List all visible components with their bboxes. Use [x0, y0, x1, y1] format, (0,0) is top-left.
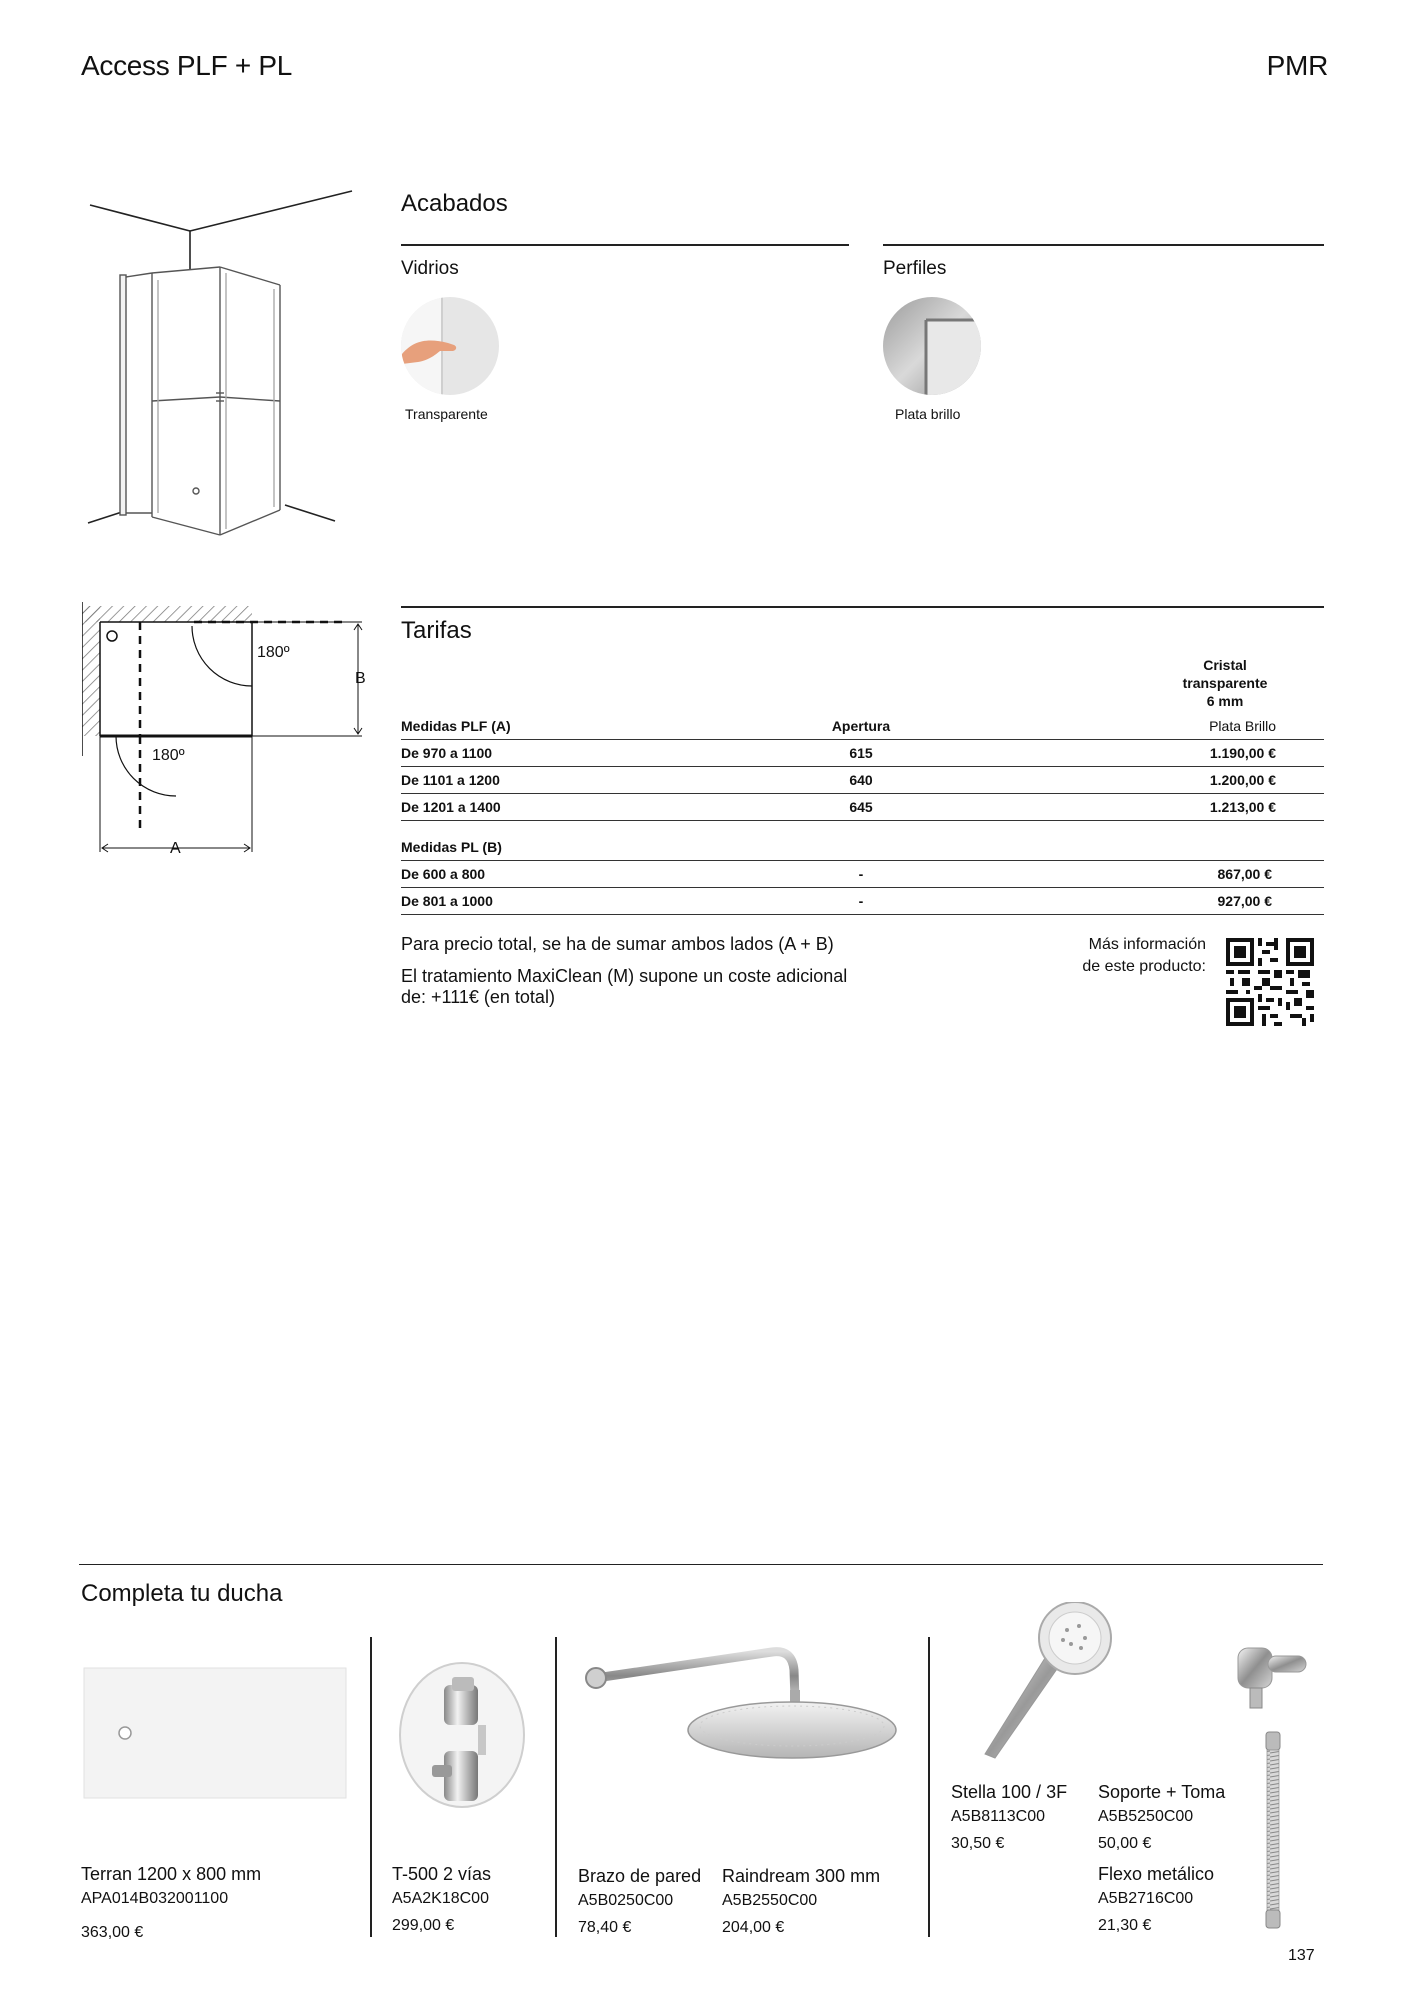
maxiclean-note: El tratamiento MaxiClean (M) supone un coste adicional de: +111€ (en total) [401, 966, 848, 1007]
row-price: 1.190,00 € [1209, 745, 1276, 761]
angle-bottom-label: 180º [152, 747, 185, 764]
metal-hose-image[interactable] [1258, 1730, 1288, 1930]
row-opening: - [858, 893, 864, 909]
rates-header-pl [401, 833, 1324, 861]
floor-plan-diagram [82, 602, 372, 864]
rates-column-group [1160, 656, 1290, 710]
row-opening: 645 [849, 799, 873, 815]
more-info-line-1: Más información [1088, 936, 1206, 953]
dimension-a-label: A [170, 840, 181, 857]
product-name: Stella 100 / 3F [951, 1782, 1068, 1802]
product-price: 30,50 € [951, 1835, 1005, 1852]
total-price-note: Para precio total, se ha de sumar ambos lados (A + B) [401, 934, 834, 954]
row-price: 927,00 € [1217, 893, 1272, 909]
product-separator [928, 1637, 930, 1937]
header-apertura: Apertura [831, 718, 891, 734]
product-separator [370, 1637, 372, 1937]
row-size: De 1201 a 1400 [401, 799, 501, 815]
row-size: De 801 a 1000 [401, 893, 493, 909]
dimension-b-label: B [355, 670, 366, 687]
product-separator [555, 1637, 557, 1937]
table-row [401, 860, 1324, 888]
product-code: A5B5250C00 [1098, 1808, 1194, 1825]
product-name: Raindream 300 mm [722, 1866, 881, 1886]
transparent-glass-swatch[interactable] [400, 296, 500, 396]
rates-header-plf [401, 712, 1324, 740]
glass-option-label: Transparente [405, 406, 488, 422]
header-medidas-pl: Medidas PL (B) [401, 839, 502, 855]
table-row [401, 739, 1324, 767]
more-info-line-2: de este producto: [1082, 958, 1206, 975]
glass-label: Vidrios [401, 258, 459, 279]
profile-option-label: Plata brillo [895, 406, 961, 422]
silver-profile-swatch[interactable] [882, 296, 982, 396]
complete-title: Completa tu ducha [81, 1580, 283, 1607]
angle-top-label: 180º [257, 644, 290, 661]
table-row [401, 887, 1324, 915]
row-price: 867,00 € [1217, 866, 1272, 882]
rates-divider [401, 606, 1324, 608]
product-name: Soporte + Toma [1098, 1782, 1226, 1802]
product-code: A5B8113C00 [951, 1808, 1045, 1825]
more-info-text [1040, 934, 1206, 978]
product-code: A5B0250C00 [578, 1892, 674, 1909]
wall-arm-raindream-image[interactable] [582, 1640, 922, 1770]
product-code: A5B2716C00 [1098, 1890, 1194, 1907]
row-size: De 1101 a 1200 [401, 772, 500, 788]
product-price: 299,00 € [392, 1917, 455, 1934]
table-row [401, 793, 1324, 821]
column-group-line-2: 6 mm [1206, 693, 1244, 709]
floor-plan-lines [82, 602, 372, 864]
finishes-divider-left [401, 244, 849, 246]
product-name: Brazo de pared [578, 1866, 702, 1886]
row-size: De 970 a 1100 [401, 745, 493, 761]
thermostatic-mixer-image[interactable] [392, 1655, 532, 1835]
product-name: Flexo metálico [1098, 1864, 1215, 1884]
shower-enclosure-drawing [80, 185, 360, 545]
row-opening: 615 [849, 745, 873, 761]
rates-title: Tarifas [401, 617, 472, 644]
holder-outlet-image[interactable] [1228, 1636, 1318, 1716]
category-label: PMR [1266, 50, 1328, 81]
qr-code-icon[interactable] [1226, 938, 1314, 1026]
profiles-label: Perfiles [883, 258, 947, 279]
finishes-title: Acabados [401, 190, 508, 217]
product-price: 50,00 € [1098, 1835, 1152, 1852]
product-price: 78,40 € [578, 1919, 632, 1936]
shower-tray-image[interactable] [80, 1664, 350, 1804]
product-price: 363,00 € [81, 1924, 144, 1941]
product-price: 21,30 € [1098, 1917, 1152, 1934]
row-size: De 600 a 800 [401, 866, 486, 882]
hand-shower-image[interactable] [975, 1602, 1125, 1762]
complete-divider [79, 1564, 1323, 1565]
product-code: APA014B032001100 [81, 1890, 229, 1907]
row-price: 1.200,00 € [1209, 772, 1276, 788]
header-plata-brillo: Plata Brillo [1209, 718, 1276, 734]
page-title: Access PLF + PL [81, 50, 293, 81]
header-medidas-plf: Medidas PLF (A) [401, 718, 511, 734]
product-name: Terran 1200 x 800 mm [81, 1864, 262, 1884]
finishes-divider-right [883, 244, 1324, 246]
row-price: 1.213,00 € [1209, 799, 1276, 815]
row-opening: - [858, 866, 864, 882]
column-group-line-1: Cristal transparente [1182, 657, 1268, 691]
product-name: T-500 2 vías [392, 1864, 492, 1884]
page-number: 137 [1288, 1947, 1315, 1964]
row-opening: 640 [849, 772, 873, 788]
table-row [401, 766, 1324, 794]
product-price: 204,00 € [722, 1919, 785, 1936]
product-code: A5A2K18C00 [392, 1890, 489, 1907]
product-code: A5B2550C00 [722, 1892, 818, 1909]
